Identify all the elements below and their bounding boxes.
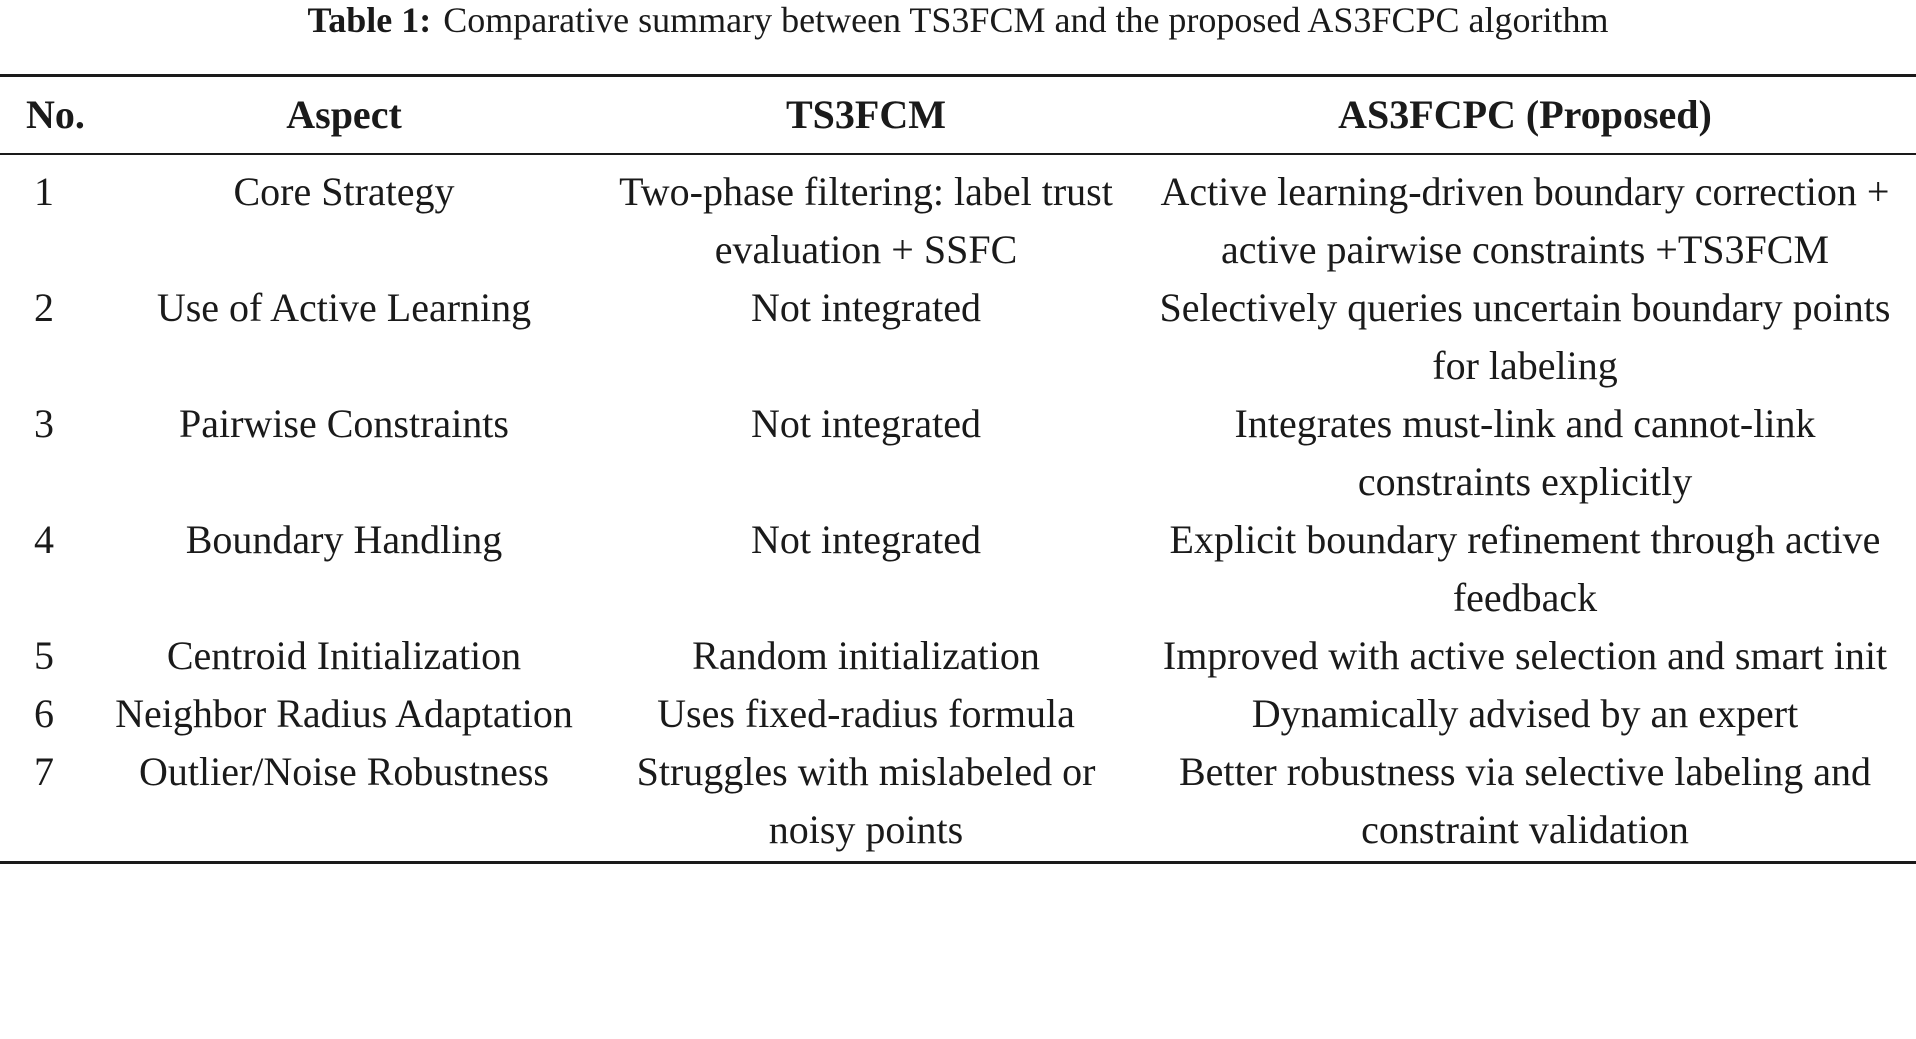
ts3fcm-cell: Struggles with mislabeled or noisy points [636,749,1096,852]
aspect-cell: Core Strategy [233,169,455,214]
as3fcpc-cell: Integrates must-link and cannot-link constraints explicitly [1234,401,1816,504]
as3fcpc-cell: Selectively queries uncertain boundary points for labeling [1159,285,1891,388]
as3fcpc-cell: Better robustness via selective labeling and constraint validation [1178,749,1871,852]
as3fcpc-cell: Improved with active selection and smart init [1162,633,1888,678]
header-aspect: Aspect [286,92,402,137]
table-row [0,395,1916,511]
row-number: 7 [34,749,54,794]
header-as3fcpc: AS3FCPC (Proposed) [1338,92,1712,137]
table-header [0,76,1916,155]
row-number: 2 [34,285,54,330]
header-row [0,76,1916,155]
row-number: 3 [34,401,54,446]
ts3fcm-cell: Random initialization [692,633,1040,678]
ts3fcm-cell: Not integrated [751,285,981,330]
table-caption [0,0,1916,44]
table-row [0,743,1916,863]
header-ts3fcm: TS3FCM [786,92,946,137]
row-number: 6 [34,691,54,736]
table-row [0,627,1916,685]
ts3fcm-cell: Not integrated [751,401,981,446]
row-number: 1 [34,169,54,214]
aspect-cell: Neighbor Radius Adaptation [115,691,573,736]
table-body [0,154,1916,863]
as3fcpc-cell: Explicit boundary refinement through active feedback [1169,517,1881,620]
aspect-cell: Centroid Initialization [166,633,522,678]
aspect-cell: Pairwise Constraints [179,401,509,446]
aspect-cell: Use of Active Learning [156,285,532,330]
table-row [0,154,1916,279]
table-row [0,279,1916,395]
table-row [0,685,1916,743]
row-number: 4 [34,517,54,562]
ts3fcm-cell: Two-phase filtering: label trust evaluation + SSFC [619,169,1113,272]
ts3fcm-cell: Not integrated [751,517,981,562]
row-number: 5 [34,633,54,678]
aspect-cell: Outlier/Noise Robustness [139,749,549,794]
table-row [0,511,1916,627]
as3fcpc-cell: Dynamically advised by an expert [1251,691,1799,736]
header-no: No. [26,92,85,137]
aspect-cell: Boundary Handling [185,517,503,562]
as3fcpc-cell: Active learning-driven boundary correction + active pairwise constraints +TS3FCM [1160,169,1890,272]
comparison-table [0,74,1916,864]
caption-label: Table 1: [307,0,432,40]
caption-text: Comparative summary between TS3FCM and the proposed AS3FCPC algorithm [443,0,1609,40]
ts3fcm-cell: Uses fixed-radius formula [657,691,1075,736]
